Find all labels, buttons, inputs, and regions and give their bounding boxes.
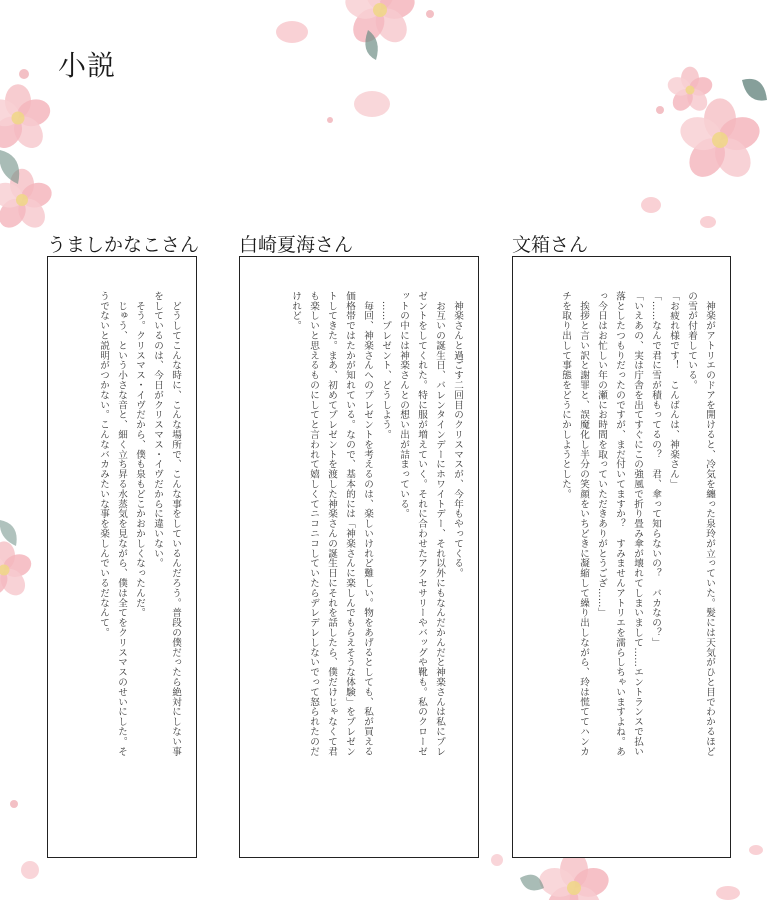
story-line: うでないと説明がつかない。こんなバカみたいな事を楽しんでいるだなんて。: [98, 291, 109, 638]
story-line: 神楽がアトリエのドアを開けると、冷気を纏った泉玲が立っていた。髪には天気がひと目でわかるほど: [704, 291, 715, 757]
story-line: チを取り出して事態をどうにかしようとした。: [560, 291, 571, 499]
story-line: 「いえあの、実は庁舎を出てすぐにこの強風で折り畳み傘が壊れてしまいまして……エントランスで払い: [632, 291, 643, 757]
page-title: 小説: [58, 49, 117, 82]
author-name-2: 白崎夏海さん: [239, 234, 354, 256]
story-line: をしているのは、今日がクリスマス・イヴだからに違いない。: [152, 291, 163, 569]
story-line: じゅう、という小さな音と、細く立ち昇る水蒸気を見ながら、僕は全てをクリスマスのせいにした。そ: [116, 291, 127, 757]
story-text-3: [556, 291, 718, 821]
story-line: っ今日はお忙しい年の瀬にお時間を取っていただきありがとうござ……」: [596, 291, 607, 618]
story-line: お互いの誕生日、バレンタインデーにホワイトデー、それ以外にもなんだかんだと神楽さんは私にプレ: [434, 291, 445, 757]
story-text-1: [94, 291, 184, 821]
story-line: ットの中には神楽さんとの想い出が詰まっている。: [398, 291, 409, 519]
story-line: ゼントをしてくれた。特に服が増えていく。それに合わせたアクセサリーやバッグや靴も。私のクローゼ: [416, 291, 427, 757]
story-line: 挨拶と言い訳と謝罪と、誤魔化し半分の笑顔をいちどきに凝縮して繰り出しながら、玲は慌ててハンカ: [578, 291, 589, 757]
story-line: けれど。: [290, 291, 301, 331]
story-line: どうしてこんな時に、こんな場所で、こんな事をしているんだろう。普段の僕だったら絶対にしない事: [170, 291, 181, 757]
author-name-1: うましかなこさん: [47, 234, 200, 256]
story-text-2: [286, 291, 466, 821]
story-line: そう。クリスマス・イヴだから、僕も泉もどこかおかしくなったんだ。: [134, 291, 145, 618]
story-box-2: [239, 256, 479, 858]
story-line: 「……なんで君に雪が積もってるの？ 君、傘って知らないの？ バカなの？」: [650, 291, 661, 648]
story-line: も楽しいと思えるものにしてと言われて嬉しくてニコニコしていたらデレデレしないでって怒られたのだ: [308, 291, 319, 757]
story-line: トしてきた。まあ、初めてプレゼントを渡した神楽さんの誕生日にそれを話したら、僕だけじゃなくて君: [326, 291, 337, 757]
story-line: の雪が付着している。: [686, 291, 697, 390]
story-box-1: [47, 256, 197, 858]
story-line: 落としたつもりだったのですが、まだ付いてますか？ すみませんアトリエを濡らしちゃいますよね。あ: [614, 291, 625, 757]
story-line: ……プレゼント、どうしよう。: [380, 291, 391, 440]
author-name-3: 文箱さん: [512, 234, 589, 256]
story-line: 「お疲れ様です！ こんばんは、神楽さん」: [668, 291, 679, 489]
story-line: 毎回、神楽さんへのプレゼントを考えるのは、楽しいけれど難しい。物をあげるとしても、私が買える: [362, 291, 373, 757]
story-line: 価格帯ではたかが知れている。なので、基本的には「神楽さんに楽しんでもらえそうな体験」をプレゼン: [344, 291, 355, 757]
story-line: 神楽さんと過ごす二回目のクリスマスが、今年もやってくる。: [452, 291, 463, 579]
story-box-3: [512, 256, 731, 858]
